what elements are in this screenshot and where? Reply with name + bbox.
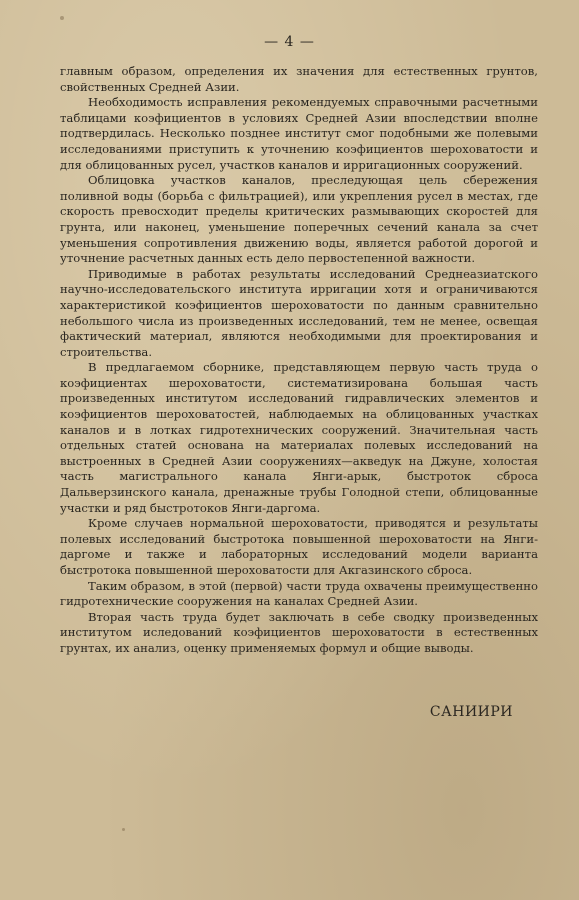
paragraph: главным образом, определения их значения для естественных грунтов, свойственных Средней Азии. bbox=[60, 64, 538, 94]
paragraph: В предлагаемом сборнике, представляющем первую часть труда о коэфициентах шероховатости, систематизирована большая часть произведенных институтом исследований гидравлических элементов и коэфициентов шероховатостей, наблюдаемых на облицованных участках каналов и в лотках гидротехнических сооружений. Значительная часть отдельных статей основана на материалах полевых исследований на выстроенных в Средней Азии сооружениях—акведук на Джуне, холостая часть магистрального канала Янги-арык, быстроток сброса Дальверзинского канала, дренажные трубы Голодной степи, облицованные участки и ряд быстротоков Янги-даргома. bbox=[60, 360, 538, 515]
signature: САНИИРИ bbox=[429, 704, 513, 720]
paragraph: Таким образом, в этой (первой) части труда охвачены преимущественно гидротехнические сооружения на каналах Средней Азии. bbox=[60, 578, 538, 609]
paragraph: Вторая часть труда будет заключать в себе сводку произведенных институтом иследований коэфициентов шероховатости в естественных грунтах, их анализ, оценку применяемых формул и общие выводы. bbox=[60, 609, 538, 655]
page-number: — 4 — bbox=[264, 34, 315, 50]
paragraph: Приводимые в работах результаты исследований Среднеазиатского научно-исследовательского института ирригации хотя и ограничиваются характеристикой коэфициентов шероховатости по данным сравнительно небольшого числа из произведенных исследований, тем не менее, освещая фактический материал, являются необходимыми для проектирования и строительства. bbox=[60, 266, 538, 359]
ink-speck bbox=[122, 828, 125, 831]
paragraph: Облицовка участков каналов, преследующая цель сбережения поливной воды (борьба с фильтрацией), или укрепления русел в местах, где скорость превосходит пределы критических размывающих скоростей для грунта, или наконец, уменьшение поперечных сечений канала за счет уменьшения сопротивления движению воды, является работой дорогой и уточнение расчетных данных есть дело первостепенной важности. bbox=[60, 173, 538, 266]
paragraph: Необходимость исправления рекомендуемых справочными расчетными таблицами коэфициентов в условиях Средней Азии впоследствии вполне подтвердилась. Несколько позднее институт смог подобными же полевыми исследованиями приступить к уточнению коэфициентов шероховатости и для облицованных русел, участков каналов и ирригационных сооружений. bbox=[60, 95, 538, 172]
paragraph: Кроме случаев нормальной шероховатости, приводятся и результаты полевых исследований быстротока повышенной шероховатости на Янги-даргоме и также и лабораторных исследований модели варианта быстротока повышенной шероховатости для Акгазинского сброса. bbox=[60, 516, 538, 577]
ink-speck bbox=[60, 16, 64, 20]
body-text bbox=[60, 64, 538, 657]
